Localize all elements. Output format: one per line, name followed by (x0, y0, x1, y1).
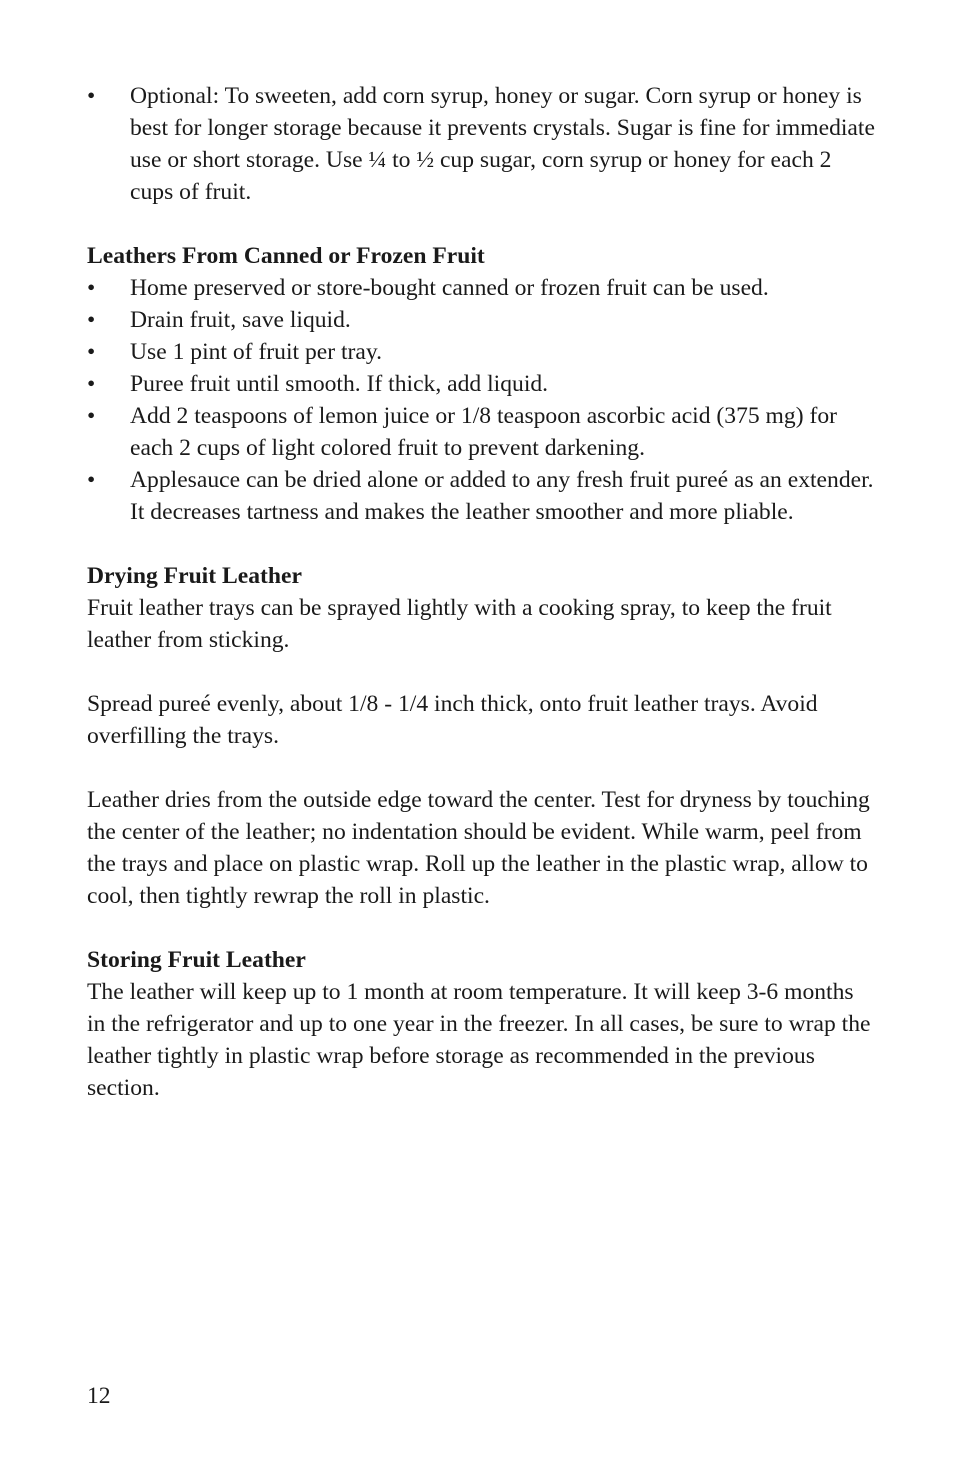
paragraph: Spread pureé evenly, about 1/8 - 1/4 inch thick, onto fruit leather trays. Avoid overfilling the trays. (87, 691, 818, 749)
page-number: 12 (87, 1383, 111, 1409)
bullet-glyph: • (87, 403, 96, 429)
paragraph: Leather dries from the outside edge toward the center. Test for dryness by touching the center of the leather; no indentation should be evident. While warm, peel from the trays and place on plastic wrap. Roll up the leather in the plastic wrap, allow to cool, then tightly rewrap the roll in plastic. (87, 787, 870, 909)
paragraph: Fruit leather trays can be sprayed lightly with a cooking spray, to keep the fruit leather from sticking. (87, 595, 832, 653)
list-item (87, 368, 877, 400)
paragraph: The leather will keep up to 1 month at room temperature. It will keep 3-6 months in the refrigerator and up to one year in the freezer. In all cases, be sure to wrap the leather tightly in plastic wrap before storage as recommended in the previous section. (87, 979, 871, 1101)
list-item-text: Puree fruit until smooth. If thick, add liquid. (130, 371, 549, 397)
list-item-text: Applesauce can be dried alone or added to any fresh fruit pureé as an extender. It decreases tartness and makes the leather smoother and more pliable. (130, 467, 874, 525)
list-item (87, 304, 877, 336)
section-heading: Storing Fruit Leather (87, 947, 306, 973)
bullet-glyph: • (87, 371, 96, 397)
intro-section (87, 80, 877, 208)
list-item (87, 464, 877, 528)
list-item (87, 400, 877, 464)
bullet-glyph: • (87, 339, 96, 365)
list-item (87, 80, 877, 208)
canned-frozen-section (87, 240, 877, 528)
intro-bullet-list (87, 80, 877, 208)
storing-section (87, 944, 877, 1104)
list-item-text: Drain fruit, save liquid. (130, 307, 351, 333)
page-content (87, 80, 877, 1104)
section-heading: Drying Fruit Leather (87, 563, 302, 589)
bullet-glyph: • (87, 467, 96, 493)
section-heading: Leathers From Canned or Frozen Fruit (87, 243, 485, 269)
bullet-glyph: • (87, 275, 96, 301)
list-item-text: Optional: To sweeten, add corn syrup, honey or sugar. Corn syrup or honey is best for longer storage because it prevents crystals. Sugar is fine for immediate use or short storage. Use ¼ to ½ cup sugar, corn syrup or honey for each 2 cups of fruit. (130, 83, 875, 205)
list-item-text: Add 2 teaspoons of lemon juice or 1/8 teaspoon ascorbic acid (375 mg) for each 2 cups of light colored fruit to prevent darkening. (130, 403, 837, 461)
bullet-glyph: • (87, 83, 96, 109)
list-item-text: Use 1 pint of fruit per tray. (130, 339, 383, 365)
list-item-text: Home preserved or store-bought canned or frozen fruit can be used. (130, 275, 769, 301)
canned-frozen-bullet-list (87, 272, 877, 528)
drying-section (87, 560, 877, 912)
list-item (87, 336, 877, 368)
list-item (87, 272, 877, 304)
bullet-glyph: • (87, 307, 96, 333)
